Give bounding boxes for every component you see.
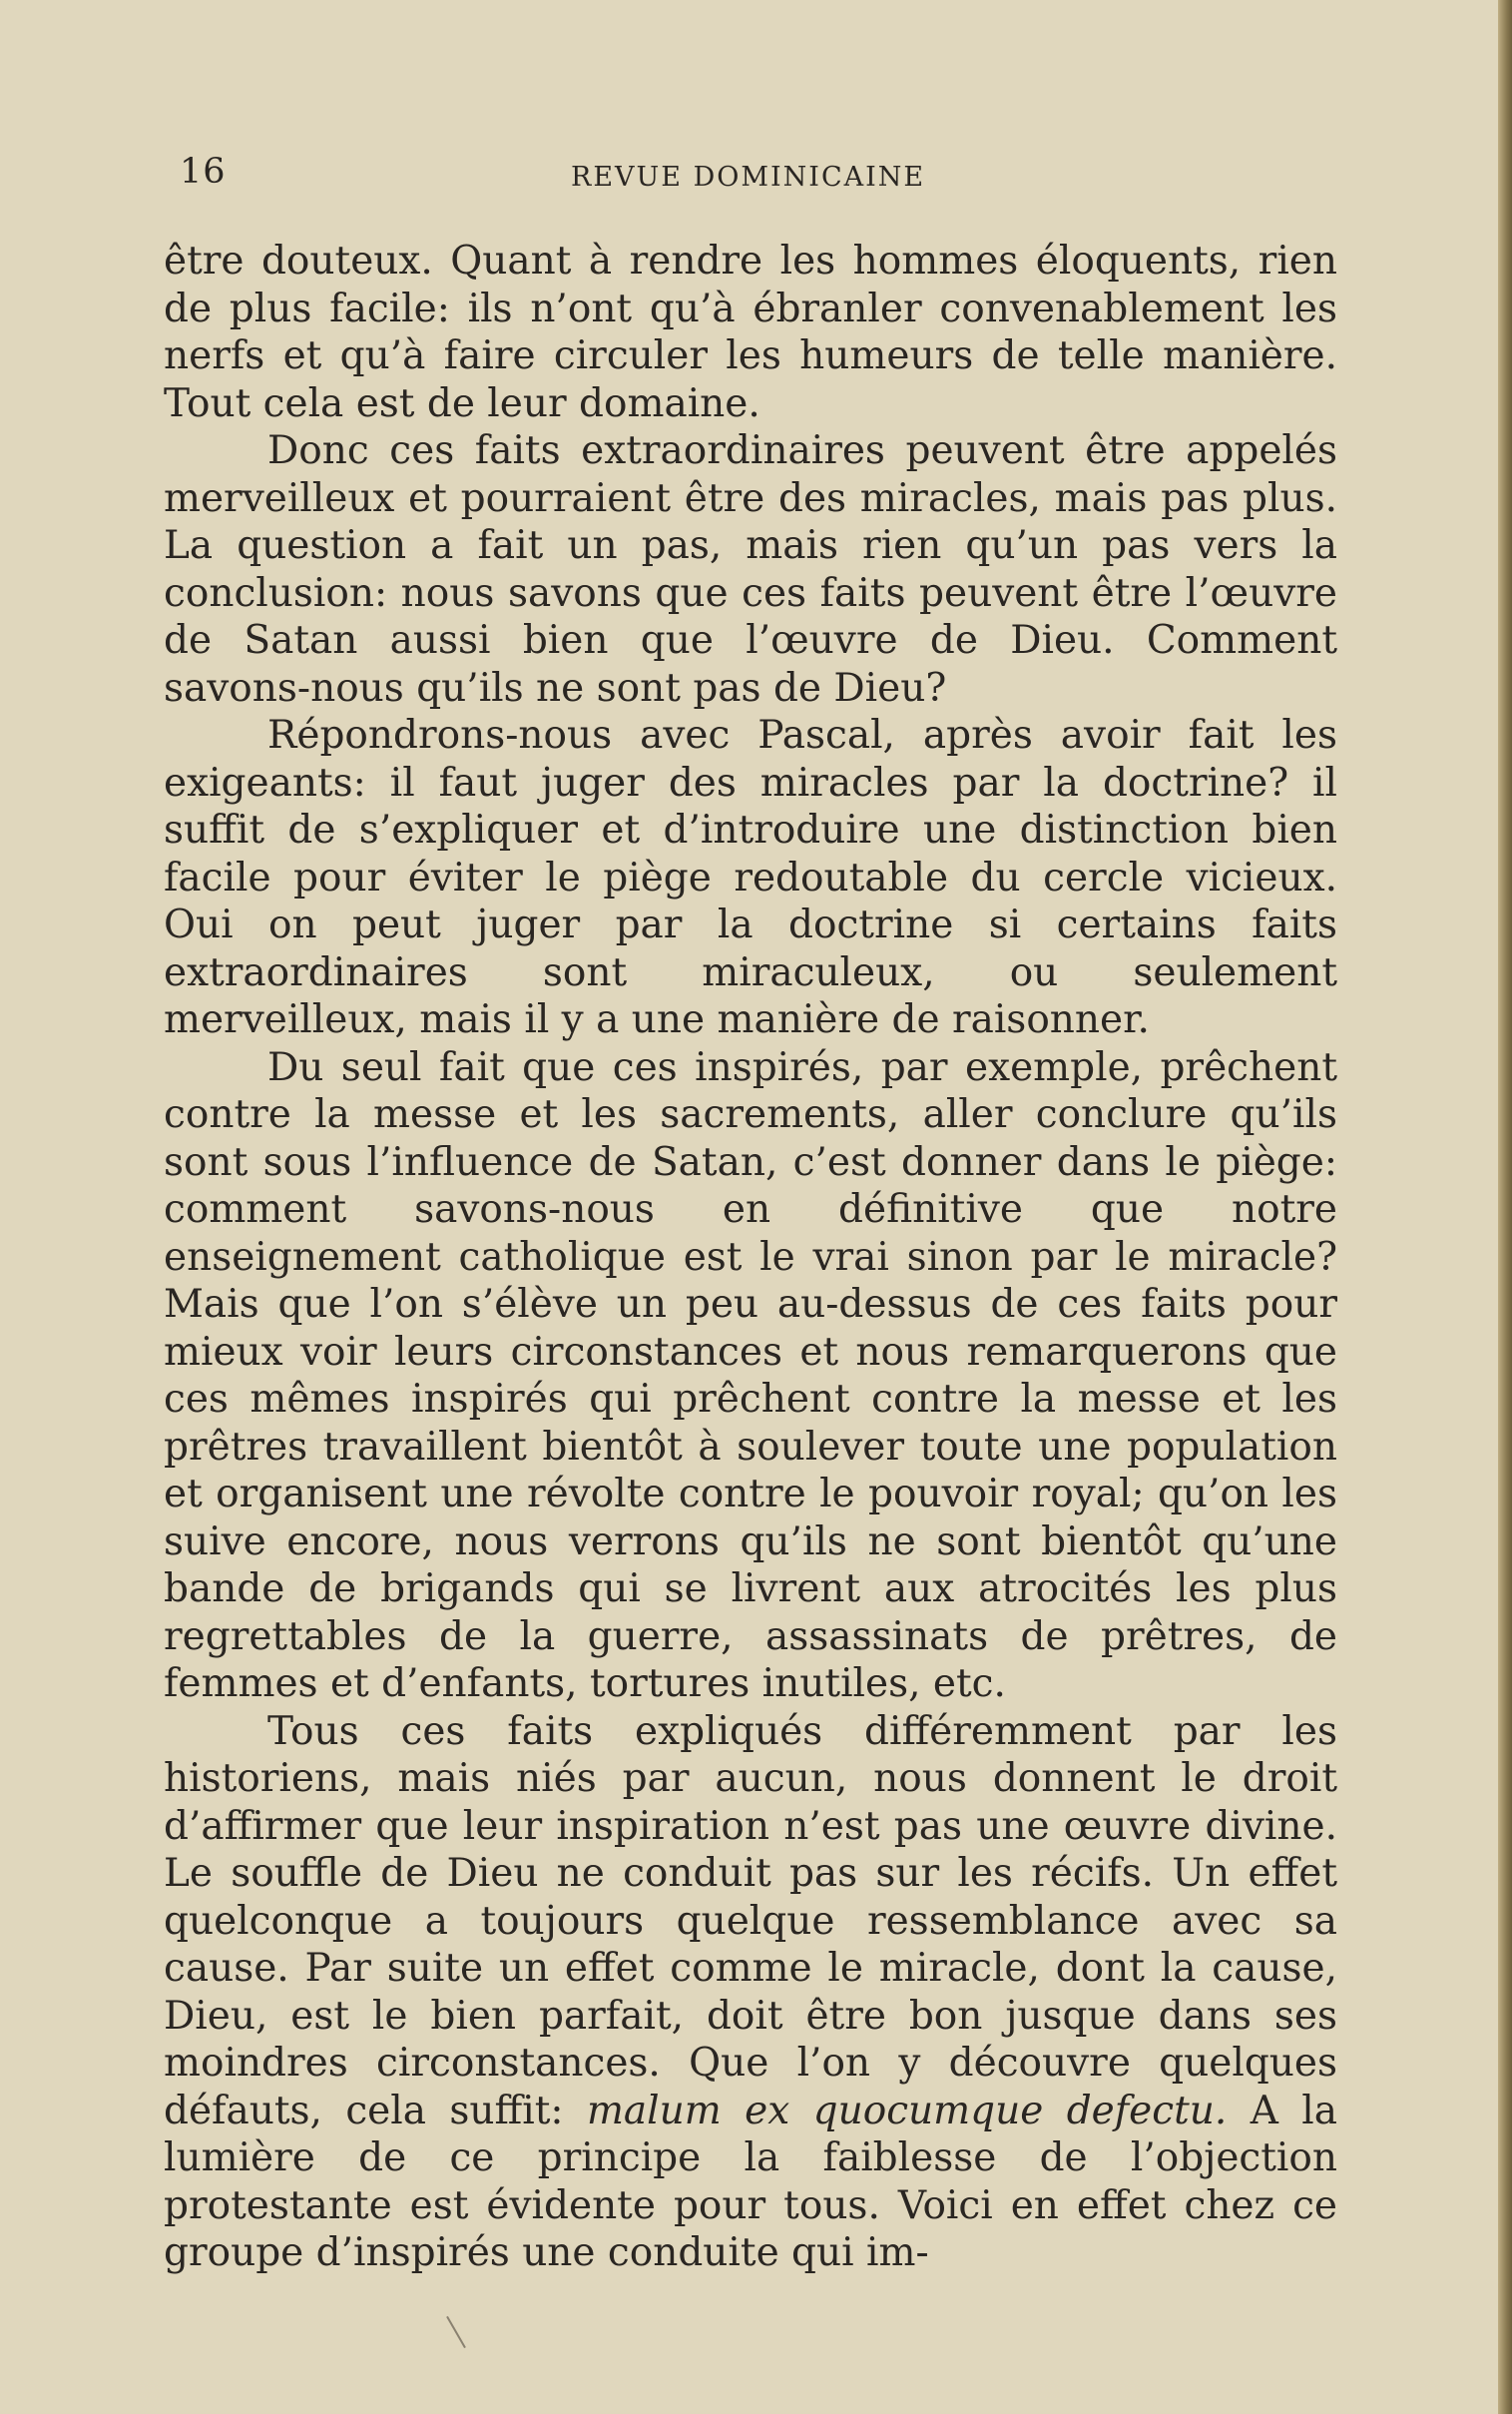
page-edge [1498,0,1512,2414]
paragraph-1: être douteux. Quant à rendre les hommes éloquents, rien de plus facile: ils n’ont qu’à ébranler convenablement les nerfs et qu’à faire circuler les humeurs de telle manière. Tout cela est de leur domaine. [164,239,1337,426]
body-text [164,238,1337,2277]
paragraph-5 [164,1708,1337,2277]
paragraph-4: Du seul fait que ces inspirés, par exemple, prêchent contre la messe et les sacrements, aller conclure qu’ils sont sous l’influence de Satan, c’est donner dans le piège: comment savons-nous en définitive que notre enseignement catholique est le vrai sinon par le miracle? Mais que l’on s’élève un peu au-dessus de ces faits pour mieux voir leurs circonstances et nous remarquerons que ces mêmes inspirés qui prêchent contre la messe et les prêtres travaillent bientôt à soulever toute une population et organisent une révolte contre le pouvoir royal; qu’on les suive encore, nous verrons qu’ils ne sont bientôt qu’une bande de brigands qui se livrent aux atrocités les plus regrettables de la guerre, assassinats de prêtres, de femmes et d’enfants, tortures inutiles, etc. [164,1044,1337,1706]
page-number: 16 [180,152,227,192]
paragraph-2: Donc ces faits extraordinaires peuvent être appelés merveilleux et pourraient être des miracles, mais pas plus. La question a fait un pas, mais rien qu’un pas vers la conclusion: nous savons que ces faits peuvent être l’œuvre de Satan aussi bien que l’œuvre de Dieu. Comment savons-nous qu’ils ne sont pas de Dieu? [164,428,1337,711]
pencil-mark [446,2316,466,2348]
running-head: REVUE DOMINICAINE [571,162,926,193]
page-header [180,152,1337,212]
latin-phrase: malum ex quocumque defectu. [586,2088,1228,2133]
paragraph-5-text-before: Tous ces faits expliqués différemment par les historiens, mais niés par aucun, nous donnent le droit d’affirmer que leur inspiration n’est pas une œuvre divine. Le souffle de Dieu ne conduit pas sur les récifs. Un effet quelconque a toujours quelque ressemblance avec sa cause. Par suite un effet comme le miracle, dont la cause, Dieu, est le bien parfait, doit être bon jusque dans ses moindres circonstances. Que l’on y découvre quelques défauts, cela suffit: [164,1708,1337,2133]
paragraph-5-text-after: A la lumière de ce principe la faiblesse de l’objection protestante est évidente pour tous. Voici en effet chez ce groupe d’inspirés une conduite qui im- [164,2088,1337,2275]
paragraph-3: Répondrons-nous avec Pascal, après avoir fait les exigeants: il faut juger des miracles par la doctrine? il suffit de s’expliquer et d’introduire une distinction bien facile pour éviter le piège redoutable du cercle vicieux. Oui on peut juger par la doctrine si certains faits extraordinaires sont miraculeux, ou seulement merveilleux, mais il y a une manière de raisonner. [164,713,1337,1042]
